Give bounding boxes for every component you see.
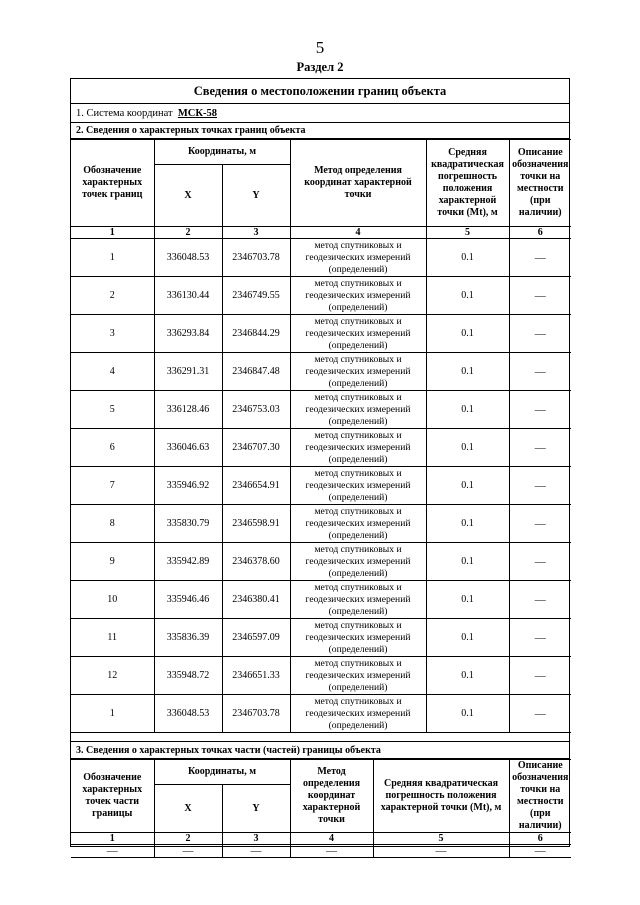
- col-point-header: Обозначение характерных точек границ: [71, 140, 154, 227]
- coord-y: 2346378.60: [222, 543, 290, 581]
- description-dash: —: [509, 467, 571, 505]
- table-row: [71, 505, 571, 543]
- coord-y: 2346753.03: [222, 391, 290, 429]
- coord-x: 336128.46: [154, 391, 222, 429]
- coord-x: 336130.44: [154, 277, 222, 315]
- table-row: [71, 277, 571, 315]
- coord-x: 335836.39: [154, 619, 222, 657]
- section-title: Раздел 2: [296, 60, 344, 74]
- method-text: метод спутниковых и геодезических измерений (определений): [290, 353, 426, 391]
- col-y-header: Y: [222, 165, 290, 227]
- table-row: [71, 619, 571, 657]
- method-text: метод спутниковых и геодезических измерений (определений): [290, 657, 426, 695]
- description-dash: —: [509, 353, 571, 391]
- boundary-points-table: [71, 139, 571, 733]
- description-dash: —: [509, 543, 571, 581]
- p3-col-coords-header: Координаты, м: [154, 760, 290, 785]
- p3-empty-cell: —: [154, 845, 222, 858]
- coord-y: 2346654.91: [222, 467, 290, 505]
- table-row: [71, 695, 571, 733]
- error-value: 0.1: [426, 353, 509, 391]
- p3-column-number-row: [71, 833, 571, 845]
- table-row: [71, 391, 571, 429]
- part-points-table: [71, 759, 571, 858]
- p3-empty-cell: —: [222, 845, 290, 858]
- coord-x: 335942.89: [154, 543, 222, 581]
- coord-x: 335946.46: [154, 581, 222, 619]
- point-number: 10: [71, 581, 154, 619]
- page-number: 5: [315, 38, 325, 57]
- error-value: 0.1: [426, 543, 509, 581]
- p3-empty-cell: —: [71, 845, 154, 858]
- method-text: метод спутниковых и геодезических измерений (определений): [290, 239, 426, 277]
- error-value: 0.1: [426, 695, 509, 733]
- coord-x: 336048.53: [154, 239, 222, 277]
- coordinate-system-value: МСК-58: [177, 108, 217, 119]
- coord-x: 335830.79: [154, 505, 222, 543]
- p3-empty-cell: —: [509, 845, 571, 858]
- coord-y: 2346707.30: [222, 429, 290, 467]
- table-row: [71, 657, 571, 695]
- method-text: метод спутниковых и геодезических измерений (определений): [290, 505, 426, 543]
- col-number: 1: [71, 227, 154, 239]
- error-value: 0.1: [426, 619, 509, 657]
- error-value: 0.1: [426, 239, 509, 277]
- description-dash: —: [509, 315, 571, 353]
- error-value: 0.1: [426, 581, 509, 619]
- method-text: метод спутниковых и геодезических измерений (определений): [290, 619, 426, 657]
- col-method-header: Метод определения координат характерной точки: [290, 140, 426, 227]
- boundary-info-frame: [70, 78, 570, 857]
- error-value: 0.1: [426, 657, 509, 695]
- coord-y: 2346380.41: [222, 581, 290, 619]
- coord-x: 336048.53: [154, 695, 222, 733]
- error-value: 0.1: [426, 429, 509, 467]
- col-number: 1: [71, 833, 154, 845]
- table-row: [71, 429, 571, 467]
- table-row: [71, 467, 571, 505]
- coord-y: 2346703.78: [222, 695, 290, 733]
- coord-x: 335948.72: [154, 657, 222, 695]
- coord-y: 2346651.33: [222, 657, 290, 695]
- error-value: 0.1: [426, 505, 509, 543]
- method-text: метод спутниковых и геодезических измерений (определений): [290, 543, 426, 581]
- coord-y: 2346703.78: [222, 239, 290, 277]
- col-number: 6: [509, 833, 571, 845]
- method-text: метод спутниковых и геодезических измерений (определений): [290, 695, 426, 733]
- description-dash: —: [509, 695, 571, 733]
- part2-heading: 2. Сведения о характерных точках границ объекта: [71, 123, 569, 139]
- col-number: 4: [290, 833, 373, 845]
- col-number: 3: [222, 227, 290, 239]
- point-number: 1: [71, 239, 154, 277]
- boundary-points-body: [71, 239, 571, 733]
- description-dash: —: [509, 657, 571, 695]
- coordinate-system-label: 1. Система координат: [76, 108, 173, 119]
- col-number: 3: [222, 833, 290, 845]
- point-number: 7: [71, 467, 154, 505]
- description-dash: —: [509, 581, 571, 619]
- description-dash: —: [509, 619, 571, 657]
- point-number: 11: [71, 619, 154, 657]
- col-number: 5: [426, 227, 509, 239]
- error-value: 0.1: [426, 277, 509, 315]
- col-number: 6: [509, 227, 571, 239]
- coord-y: 2346847.48: [222, 353, 290, 391]
- p3-col-error-header: Средняя квадратическая погрешность положения характерной точки (Mt), м: [373, 760, 509, 833]
- col-error-header: Средняя квадратическая погрешность положения характерной точки (Mt), м: [426, 140, 509, 227]
- coord-y: 2346598.91: [222, 505, 290, 543]
- table-row: [71, 315, 571, 353]
- table-row: [71, 239, 571, 277]
- point-number: 3: [71, 315, 154, 353]
- col-coords-header: Координаты, м: [154, 140, 290, 165]
- point-number: 1: [71, 695, 154, 733]
- column-number-row: [71, 227, 571, 239]
- description-dash: —: [509, 429, 571, 467]
- point-number: 2: [71, 277, 154, 315]
- col-desc-header: Описание обозначения точки на местности (при наличии): [509, 140, 571, 227]
- coord-x: 336291.31: [154, 353, 222, 391]
- point-number: 6: [71, 429, 154, 467]
- coord-y: 2346844.29: [222, 315, 290, 353]
- coord-x: 336046.63: [154, 429, 222, 467]
- point-number: 8: [71, 505, 154, 543]
- method-text: метод спутниковых и геодезических измерений (определений): [290, 429, 426, 467]
- coord-y: 2346749.55: [222, 277, 290, 315]
- p3-col-x-header: X: [154, 785, 222, 833]
- method-text: метод спутниковых и геодезических измерений (определений): [290, 277, 426, 315]
- error-value: 0.1: [426, 467, 509, 505]
- method-text: метод спутниковых и геодезических измерений (определений): [290, 391, 426, 429]
- p3-col-method-header: Метод определения координат характерной точки: [290, 760, 373, 833]
- coord-x: 335946.92: [154, 467, 222, 505]
- col-number: 2: [154, 227, 222, 239]
- col-x-header: X: [154, 165, 222, 227]
- p3-col-y-header: Y: [222, 785, 290, 833]
- p3-empty-cell: —: [290, 845, 373, 858]
- p3-empty-cell: —: [373, 845, 509, 858]
- method-text: метод спутниковых и геодезических измерений (определений): [290, 315, 426, 353]
- point-number: 9: [71, 543, 154, 581]
- p3-empty-row: [71, 845, 571, 858]
- description-dash: —: [509, 505, 571, 543]
- part3-heading: 3. Сведения о характерных точках части (частей) границы объекта: [71, 741, 569, 759]
- coordinate-system-line: [71, 104, 569, 123]
- error-value: 0.1: [426, 391, 509, 429]
- description-dash: —: [509, 239, 571, 277]
- block-title: Сведения о местоположении границ объекта: [71, 79, 569, 104]
- p3-col-desc-header: Описание обозначения точки на местности (при наличии): [509, 760, 571, 833]
- table-row: [71, 353, 571, 391]
- description-dash: —: [509, 391, 571, 429]
- col-number: 2: [154, 833, 222, 845]
- error-value: 0.1: [426, 315, 509, 353]
- description-dash: —: [509, 277, 571, 315]
- point-number: 12: [71, 657, 154, 695]
- method-text: метод спутниковых и геодезических измерений (определений): [290, 467, 426, 505]
- coord-y: 2346597.09: [222, 619, 290, 657]
- table-row: [71, 581, 571, 619]
- p3-col-point-header: Обозначение характерных точек части границы: [71, 760, 154, 833]
- col-number: 4: [290, 227, 426, 239]
- method-text: метод спутниковых и геодезических измерений (определений): [290, 581, 426, 619]
- col-number: 5: [373, 833, 509, 845]
- point-number: 5: [71, 391, 154, 429]
- point-number: 4: [71, 353, 154, 391]
- table-row: [71, 543, 571, 581]
- coord-x: 336293.84: [154, 315, 222, 353]
